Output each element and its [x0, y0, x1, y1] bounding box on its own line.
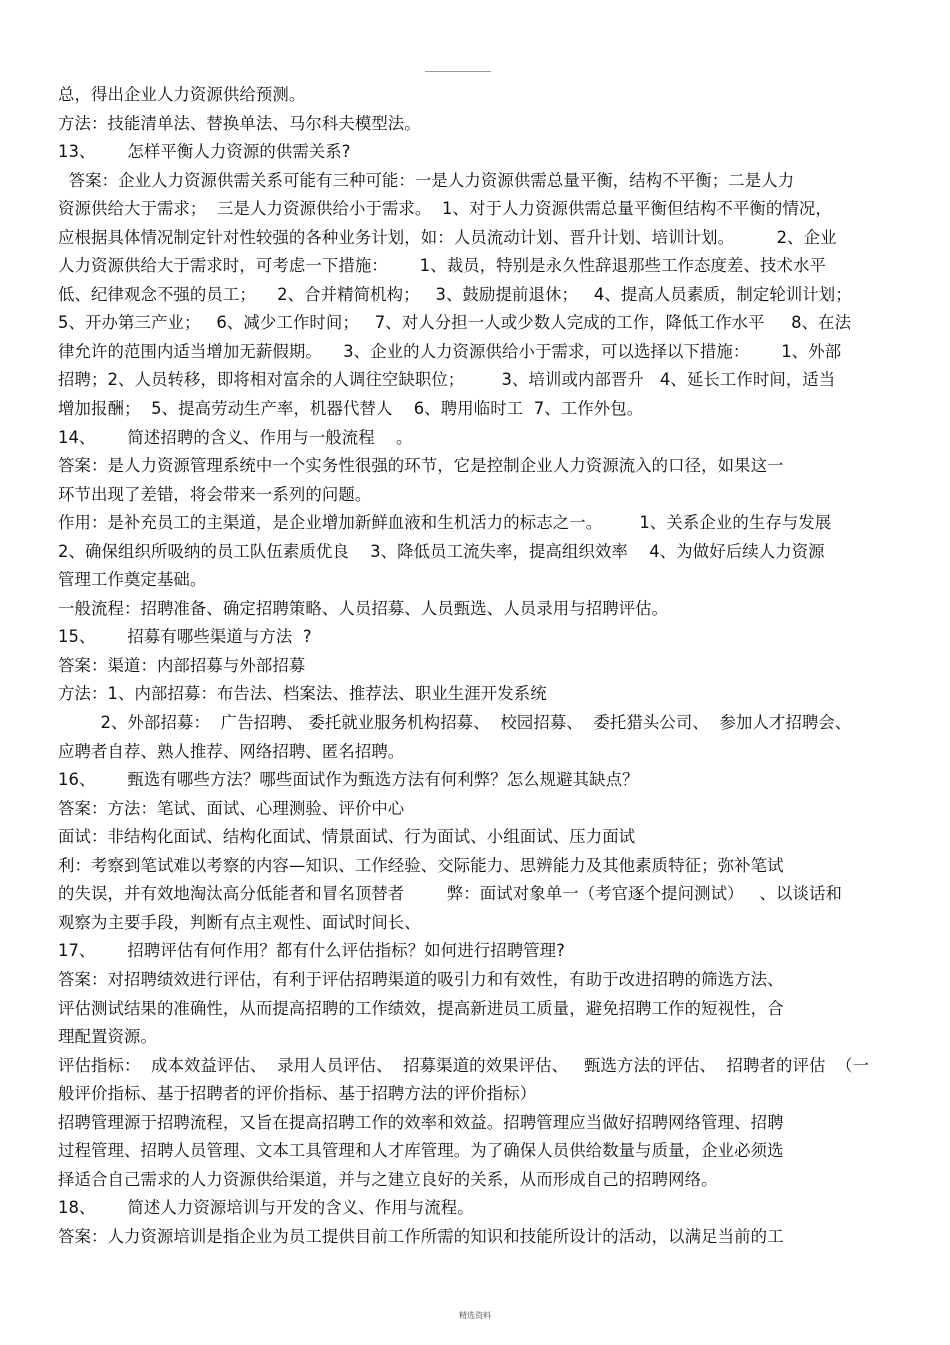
text-line: 作用：是补充员工的主渠道，是企业增加新鲜血液和生机活力的标志之一。 1、关系企业的生存与发展: [58, 513, 832, 533]
text-line: 评估指标： 成本效益评估、 录用人员评估、 招募渠道的效果评估、 甄选方法的评估、 招聘者的评估 （一: [58, 1055, 870, 1075]
text-line: 律允许的范围内适当增加无薪假期。 3、企业的人力资源供给小于需求，可以选择以下措施： 1、外部: [58, 341, 842, 361]
text-line: 应聘者自荐、熟人推荐、网络招聘、匿名招聘。: [58, 741, 405, 761]
text-line: 的失误，并有效地淘汰高分低能者和冒名顶替者 弊：面试对象单一（考官逐个提问测试） 、以谈话和: [58, 884, 842, 904]
text-line: 招聘管理源于招聘流程，又旨在提高招聘工作的效率和效益。招聘管理应当做好招聘网络管理、招聘: [58, 1112, 784, 1132]
text-line: 人力资源供给大于需求时，可考虑一下措施： 1、裁员，特别是永久性辞退那些工作态度差、技术水平: [58, 256, 826, 276]
text-line: 环节出现了差错，将会带来一系列的问题。: [58, 484, 372, 504]
question-heading: 18、 简述人力资源培训与开发的含义、作用与流程。: [58, 1198, 474, 1218]
text-line: 答案：人力资源培训是指企业为员工提供目前工作所需的知识和技能所设计的活动，以满足当前的工: [58, 1226, 784, 1246]
text-line: 资源供给大于需求； 三是人力资源供给小于需求。 1、对于人力资源供需总量平衡但结构不平衡的情况，: [58, 199, 832, 219]
text-line: 评估测试结果的准确性，从而提高招聘的工作绩效，提高新进员工质量，避免招聘工作的短视性，合: [58, 998, 784, 1018]
text-line: 答案：对招聘绩效进行评估，有利于评估招聘渠道的吸引力和有效性，有助于改进招聘的筛选方法、: [58, 969, 784, 989]
text-line: 增加报酬； 5、提高劳动生产率，机器代替人 6、聘用临时工 7、工作外包。: [58, 399, 644, 419]
text-line: 方法：技能清单法、替换单法、马尔科夫模型法。: [58, 113, 421, 133]
text-line: 招聘；2、人员转移，即将相对富余的人调往空缺职位； 3、培训或内部晋升 4、延长工作时间，适当: [58, 370, 836, 390]
text-line: 答案：渠道：内部招募与外部招募: [58, 655, 306, 675]
text-line: 答案：方法：笔试、面试、心理测验、评价中心: [58, 798, 405, 818]
text-line: 择适合自己需求的人力资源供给渠道，并与之建立良好的关系，从而形成自己的招聘网络。: [58, 1169, 718, 1189]
text-line: 一般流程：招聘准备、确定招聘策略、人员招募、人员甄选、人员录用与招聘评估。: [58, 598, 669, 618]
text-line: 过程管理、招聘人员管理、文本工具管理和人才库管理。为了确保人员供给数量与质量，企业必须选: [58, 1141, 784, 1161]
text-line: 答案：企业人力资源供需关系可能有三种可能：一是人力资源供需总量平衡，结构不平衡；二是人力: [58, 170, 795, 190]
question-heading: 15、 招募有哪些渠道与方法 ?: [58, 627, 312, 647]
question-heading: 14、 简述招聘的含义、作用与一般流程 。: [58, 427, 413, 447]
text-line: 利：考察到笔试难以考察的内容—知识、工作经验、交际能力、思辨能力及其他素质特征；弥补笔试: [58, 855, 784, 875]
text-line: 管理工作奠定基础。: [58, 570, 207, 590]
question-heading: 17、 招聘评估有何作用？都有什么评估指标？如何进行招聘管理?: [58, 941, 565, 961]
text-line: 5、开办第三产业； 6、减少工作时间； 7、对人分担一人或少数人完成的工作，降低工作水平 8、在法: [58, 313, 852, 333]
text-line: 低、纪律观念不强的员工； 2、合并精简机构； 3、鼓励提前退休； 4、提高人员素质，制定轮训计划；: [58, 284, 852, 304]
header-rule: [425, 71, 491, 72]
text-line: 总，得出企业人力资源供给预测。: [58, 85, 306, 104]
text-line: 2、确保组织所吸纳的员工队伍素质优良 3、降低员工流失率，提高组织效率 4、为做好后续人力资源: [58, 541, 825, 561]
text-line: 理配置资源。: [58, 1027, 157, 1047]
text-line: 般评价指标、基于招聘者的评价指标、基于招聘方法的评价指标）: [58, 1084, 537, 1104]
text-line: 应根据具体情况制定针对性较强的各种业务计划，如：人员流动计划、晋升计划、培训计划。 2、企业: [58, 227, 837, 247]
page-footer: 精选资料: [459, 1311, 491, 1320]
text-line: 面试：非结构化面试、结构化面试、情景面试、行为面试、小组面试、压力面试: [58, 827, 636, 847]
question-heading: 13、 怎样平衡人力资源的供需关系?: [58, 142, 351, 162]
text-line: 答案：是人力资源管理系统中一个实务性很强的环节，它是控制企业人力资源流入的口径，如果这一: [58, 456, 784, 476]
question-heading: 16、 甄选有哪些方法？哪些面试作为甄选方法有何利弊？怎么规避其缺点？: [58, 770, 639, 790]
text-line: 方法：1、内部招募：布告法、档案法、推荐法、职业生涯开发系统: [58, 684, 547, 704]
text-line: 2、外部招募： 广告招聘、 委托就业服务机构招募、 校园招募、 委托猎头公司、 参加人才招聘会、: [58, 713, 852, 733]
document-body: [58, 81, 908, 1251]
text-line: 观察为主要手段，判断有点主观性、面试时间长、: [58, 912, 421, 932]
